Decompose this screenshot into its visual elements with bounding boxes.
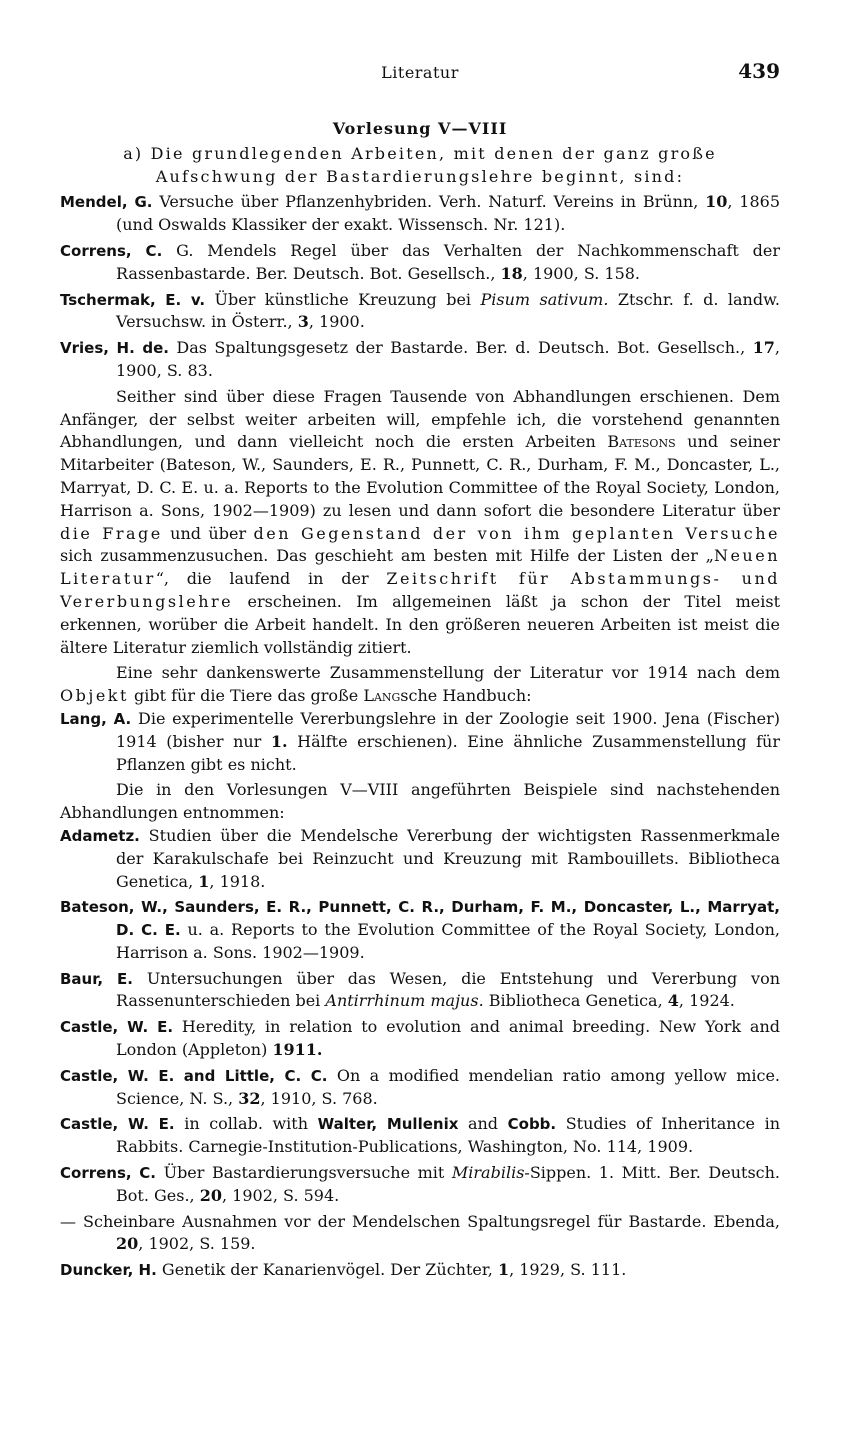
ref-author: Duncker, H. <box>60 1261 157 1280</box>
ref-mendel: Mendel, G. Versuche über Pflanzenhybriden. Verh. Naturf. Vereins in Brünn, 10, 1865 (und Oswalds Klassiker der exakt. Wissensch. Nr. 121). <box>60 192 781 235</box>
page-number: 439 <box>738 59 780 83</box>
ref-author: Castle, W. E. and Little, C. C. <box>60 1066 328 1085</box>
ref-author: Mendel, G. <box>60 193 153 212</box>
ref-author: Bateson, W., Saunders, E. R., Punnett, C. R., Durham, F. M., Doncaster, L., Marryat, D. C. E. <box>60 898 780 940</box>
ref-author: Castle, W. E. <box>60 1115 175 1134</box>
section-title: Vorlesung V—VIII <box>332 119 508 138</box>
ref-author: Adametz. <box>60 826 140 845</box>
ref-author: Vries, H. de. <box>60 339 169 358</box>
ref-adametz: Adametz. Studien über die Mendelsche Vererbung der wichtigsten Rassenmerkmale der Karakulschafe bei Reinzucht und Kreuzung mit Rambouillets. Bibliotheca Genetica, 1, 1918. <box>60 825 780 891</box>
paragraph-examples: Die in den Vorlesungen V—VIII angeführten Beispiele sind nachstehenden Abhandlungen entnommen: <box>60 780 780 823</box>
ref-tschermak: Tschermak, E. v. Über künstliche Kreuzung bei Pisum sativum. Ztschr. f. d. landw. Versuchsw. in Österr., 3, 1900. <box>60 289 780 332</box>
ref-correns-1: Correns, C. G. Mendels Regel über das Verhalten der Nachkommenschaft der Rassenbastarde. Ber. Deutsch. Bot. Gesellsch., 18, 1900, S. 158. <box>60 240 780 283</box>
ref-author: Castle, W. E. <box>60 1018 174 1037</box>
ref-author: Correns, C. <box>60 1164 156 1183</box>
intro-a: a) Die grundlegenden Arbeiten, mit denen der ganz große Aufschwung der Bastardierungslehre beginnt, sind: <box>123 143 717 186</box>
ref-author: Correns, C. <box>60 241 163 260</box>
paragraph-intro: Seither sind über diese Fragen Tausende von Abhandlungen erschienen. Dem Anfänger, der selbst weiter arbeiten will, empfehle ich, die vorstehend genannten Abhandlungen, und dann vielleicht noch die ersten Arbeiten Batesons und seiner Mitarbeiter (Bateson, W., Saunders, E. R., Punnett, C. R., Durham, F. M., Doncaster, L., Marryat, D. C. E. u. a. Reports to the Evolution Committee of the Royal Society, London, Harrison a. Sons, 1902—1909) zu lesen und dann sofort die besondere Literatur über die Frage und über den Gegenstand der von ihm geplanten Versuche sich zusammenzusuchen. Das geschieht am besten mit Hilfe der Listen der „Neuen Literatur“, die laufend in der Zeitschrift für Abstammungs- und Vererbungslehre erscheinen. Im allgemeinen läßt ja schon der Titel meist erkennen, worüber die Arbeit handelt. In den größeren neueren Arbeiten ist meist die ältere Literatur ziemlich vollständig zitiert. <box>60 386 781 657</box>
paragraph-lang: Eine sehr dankenswerte Zusammenstellung der Literatur vor 1914 nach dem Objekt gibt für die Tiere das große Langsche Handbuch: <box>60 663 780 706</box>
ref-author: Baur, E. <box>60 969 134 988</box>
ref-lang: Lang, A. Die experimentelle Vererbungslehre in der Zoologie seit 1900. Jena (Fischer) 1914 (bisher nur 1. Hälfte erschienen). Eine ähnliche Zusammenstellung für Pflanzen gibt es nicht. <box>60 708 781 774</box>
ref-castle-2: Castle, W. E. and Little, C. C. On a modified mendelian ratio among yellow mice. Science, N. S., 32, 1910, S. 768. <box>60 1065 780 1108</box>
running-title: Literatur <box>381 63 459 82</box>
ref-author: Tschermak, E. v. <box>60 290 206 309</box>
ref-baur: Baur, E. Untersuchungen über das Wesen, die Entstehung und Vererbung von Rassenunterschieden bei Antirrhinum majus. Bibliotheca Genetica, 4, 1924. <box>60 968 781 1011</box>
running-header <box>60 58 780 88</box>
ref-bateson: Bateson, W., Saunders, E. R., Punnett, C. R., Durham, F. M., Doncaster, L., Marryat, D. C. E. u. a. Reports to the Evolution Committee of the Royal Society, London, Harrison a. Sons. 1902—1909. <box>60 898 780 962</box>
ref-duncker: Duncker, H. Genetik der Kanarienvögel. Der Züchter, 1, 1929, S. 111. <box>60 1260 627 1280</box>
ref-correns-2: Correns, C. Über Bastardierungsversuche mit Mirabilis-Sippen. 1. Mitt. Ber. Deutsch. Bot. Ges., 20, 1902, S. 594. <box>60 1163 781 1205</box>
ref-castle-3: Castle, W. E. in collab. with Walter, Mullenix and Cobb. Studies of Inheritance in Rabbits. Carnegie-Institution-Publications, Washington, No. 114, 1909. <box>60 1114 780 1157</box>
ref-castle-1: Castle, W. E. Heredity, in relation to evolution and animal breeding. New York and London (Appleton) 1911. <box>60 1017 781 1060</box>
book-page <box>60 58 780 1285</box>
ref-author: Lang, A. <box>60 709 132 728</box>
ref-correns-3: — Scheinbare Ausnahmen vor der Mendelschen Spaltungsregel für Bastarde. Ebenda, 20, 1902, S. 159. <box>60 1211 780 1254</box>
ref-vries: Vries, H. de. Das Spaltungsgesetz der Bastarde. Ber. d. Deutsch. Bot. Gesellsch., 17, 1900, S. 83. <box>60 338 780 380</box>
